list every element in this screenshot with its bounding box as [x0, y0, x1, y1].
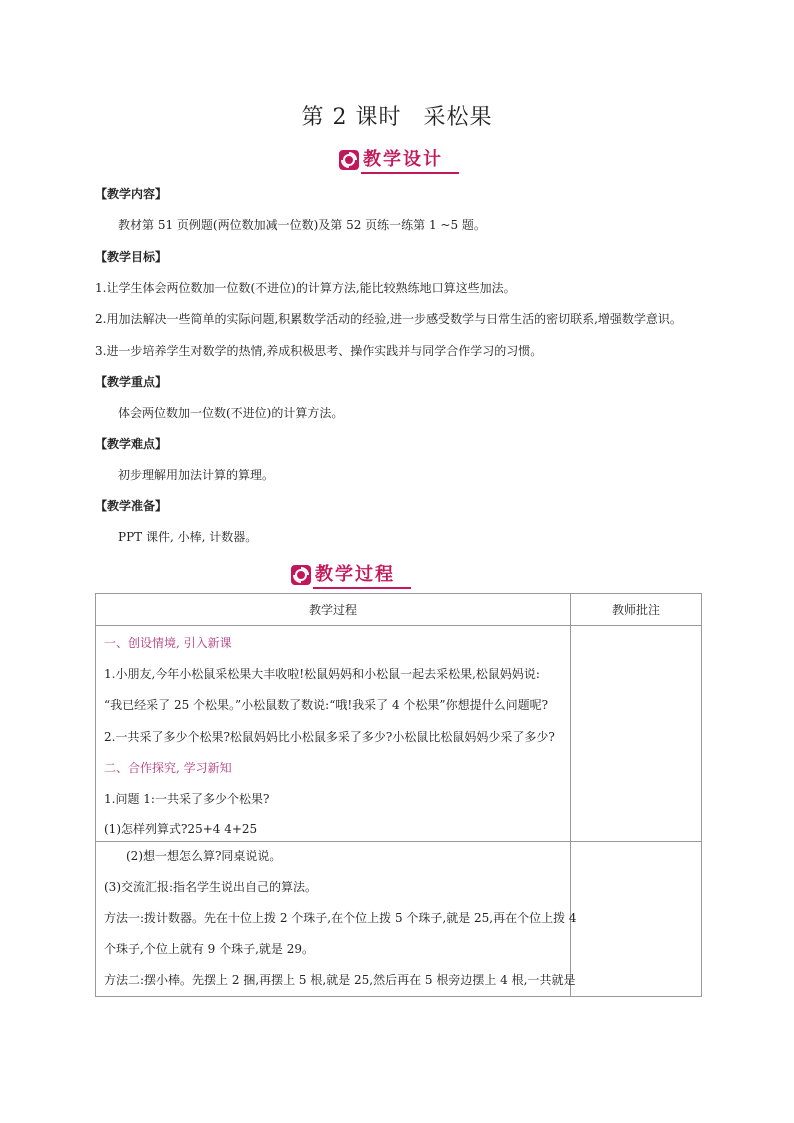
process-cell — [96, 626, 571, 842]
difficulty-heading: 【教学难点】 — [95, 437, 168, 451]
lesson-name: 采松果 — [423, 105, 493, 130]
page-title — [0, 100, 794, 131]
process-line: 1.问题 1:一共采了多少个松果? — [104, 792, 270, 806]
goals-heading: 【教学目标】 — [95, 250, 168, 264]
swirl-logo-icon — [291, 565, 311, 585]
content-text: 教材第 51 页例题(两位数加减一位数)及第 52 页练一练第 1 ~5 题。 — [118, 218, 486, 232]
process-table — [95, 593, 702, 997]
table-row — [96, 626, 702, 842]
column-header-notes: 教师批注 — [571, 594, 702, 626]
table-header-row — [96, 594, 702, 626]
process-line: 个珠子,个位上就有 9 个珠子,就是 29。 — [104, 942, 314, 956]
banner-underline — [361, 172, 459, 174]
process-line: (2)想一想怎么算?同桌说说。 — [126, 849, 282, 863]
swirl-logo-icon — [339, 150, 359, 170]
banner-underline — [313, 587, 411, 589]
banner-text: 教学过程 — [315, 564, 395, 585]
process-line: 方法二:摆小棒。先摆上 2 捆,再摆上 5 根,就是 25,然后再在 5 根旁边摆上 4 根,一共就是 — [104, 973, 576, 987]
process-line: (1)怎样列算式?25+4 4+25 — [104, 822, 258, 836]
goal-item: 3.进一步培养学生对数学的热情,养成积极思考、操作实践并与同学合作学习的习惯。 — [95, 344, 543, 358]
process-line: “我已经采了 25 个松果。”小松鼠数了数说:“哦!我采了 4 个松果”你想提什么问题呢? — [104, 698, 549, 712]
notes-cell — [571, 626, 702, 842]
notes-cell — [571, 842, 702, 997]
table-row — [96, 842, 702, 997]
process-line: (3)交流汇报:指名学生说出自己的算法。 — [104, 880, 318, 894]
preparation-text: PPT 课件, 小棒, 计数器。 — [118, 530, 258, 544]
teaching-design-banner — [339, 148, 459, 174]
goal-item: 1.让学生体会两位数加一位数(不进位)的计算方法,能比较熟练地口算这些加法。 — [95, 281, 516, 295]
content-heading: 【教学内容】 — [95, 187, 168, 201]
preparation-heading: 【教学准备】 — [95, 499, 168, 513]
goal-item: 2.用加法解决一些简单的实际问题,积累数学活动的经验,进一步感受数学与日常生活的密切联系,增强数学意识。 — [95, 312, 682, 326]
lesson-number: 第 2 课时 — [301, 105, 402, 130]
process-line: 1.小朋友,今年小松鼠采松果大丰收啦!松鼠妈妈和小松鼠一起去采松果,松鼠妈妈说: — [104, 667, 540, 681]
section-heading: 一、创设情境, 引入新课 — [104, 636, 232, 650]
key-points-heading: 【教学重点】 — [95, 375, 168, 389]
section-heading: 二、合作探究, 学习新知 — [104, 761, 232, 775]
teaching-process-banner — [291, 563, 411, 589]
process-line: 方法一:拨计数器。先在十位上拨 2 个珠子,在个位上拨 5 个珠子,就是 25,再在个位上拨 4 — [104, 911, 577, 925]
column-header-process: 教学过程 — [96, 594, 571, 626]
difficulty-text: 初步理解用加法计算的算理。 — [118, 468, 275, 482]
process-line: 2.一共采了多少个松果?松鼠妈妈比小松鼠多采了多少?小松鼠比松鼠妈妈少采了多少? — [104, 730, 555, 744]
key-points-text: 体会两位数加一位数(不进位)的计算方法。 — [118, 406, 344, 420]
process-cell — [96, 842, 577, 997]
banner-text: 教学设计 — [363, 149, 443, 170]
